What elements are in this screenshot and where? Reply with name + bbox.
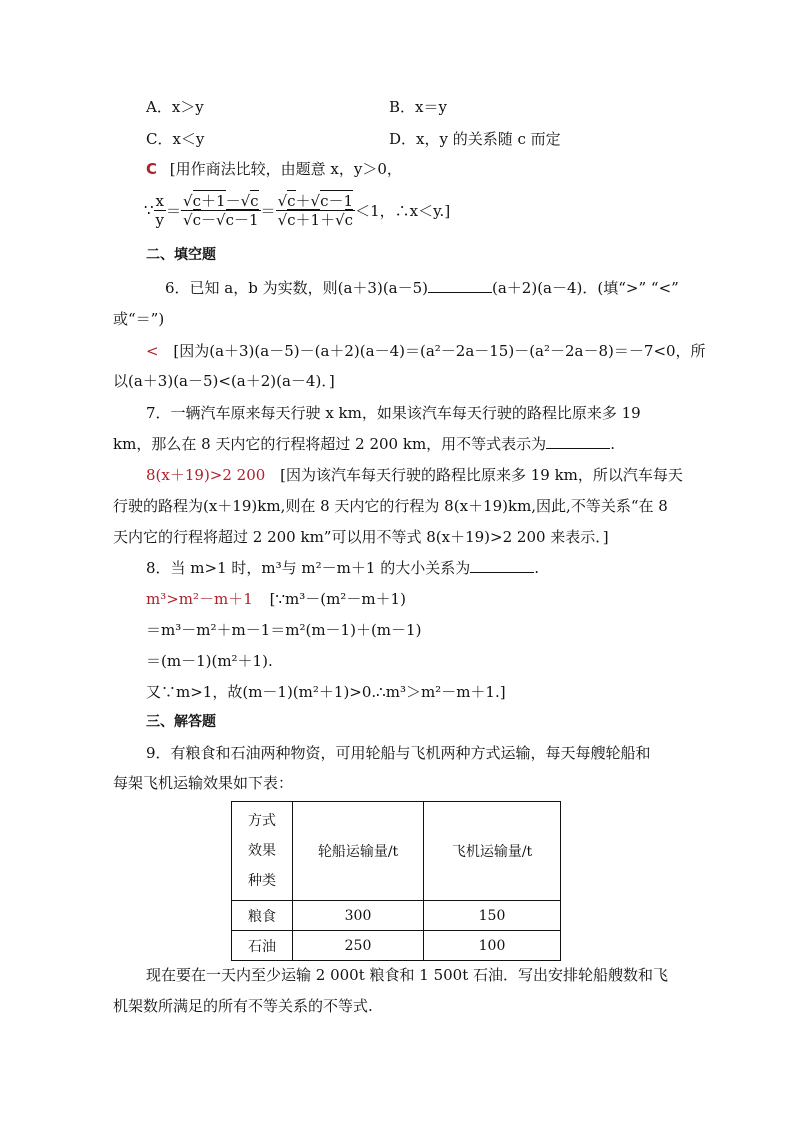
q7-explain-1: [因为该汽车每天行驶的路程比原来多 19 km，所以汽车每天	[280, 466, 683, 484]
sqrt-term: c	[344, 210, 354, 229]
q6-answer-line	[146, 340, 706, 361]
q5-answer-line	[146, 158, 402, 179]
frac-denominator: y	[155, 210, 165, 229]
option-d: D．x，y 的关系随 c 而定	[389, 130, 561, 148]
q9-task-2: 机架数所满足的所有不等关系的不等式.	[113, 997, 373, 1015]
q6-answer-blank	[428, 291, 492, 293]
q6-stem-part2: (a＋2)(a－4)．(填“>” “<”	[492, 279, 679, 297]
q6-stem	[165, 277, 679, 298]
q7-stem-end: .	[610, 435, 615, 453]
q9-stem-2: 每架飞机运输效果如下表：	[113, 774, 294, 792]
operator: －	[225, 191, 241, 210]
q9-task-1: 现在要在一天内至少运输 2 000t 粮食和 1 500t 石油．写出安排轮船艘数和飞	[146, 966, 669, 984]
q6-explain-2: 以(a＋3)(a－5)<(a＋2)(a－4)．]	[113, 372, 335, 390]
q5-conclusion: ＜1，∴x＜y.]	[355, 201, 451, 220]
fraction-1	[181, 192, 261, 229]
transport-table	[231, 801, 561, 961]
q7-explain-3: 天内它的行程将超过 2 200 km”可以用不等式 8(x＋19)>2 200 来表示．]	[113, 528, 609, 546]
q8-explain-2: ＝m³－m²＋m－1＝m²(m－1)＋(m－1)	[146, 621, 422, 639]
q5-answer-intro: [用作商法比较，由题意 x，y＞0，	[169, 160, 402, 178]
table-row	[232, 901, 561, 931]
q9-stem-1: 9．有粮食和石油两种物资，可用轮船与飞机两种方式运输，每天每艘轮船和	[146, 744, 651, 762]
section-3-title: 三、解答题	[146, 714, 216, 730]
q7-stem-2-text: km，那么在 8 天内它的行程将超过 2 200 km，用不等式表示为	[113, 435, 547, 453]
q8-explain-1: [∵m³－(m²－m＋1)	[269, 590, 406, 608]
q6-explain-1: [因为(a＋3)(a－5)－(a＋2)(a－4)＝(a²－2a－15)－(a²－2a－8)＝－7<0，所	[173, 342, 706, 360]
q7-answer: 8(x＋19)>2 200	[146, 466, 266, 484]
equals-sign: ＝	[260, 201, 276, 220]
q7-explain-2: 行驶的路程为(x＋19)km,则在 8 天内它的行程为 8(x＋19)km,因此,不等关系“在 8	[113, 497, 668, 515]
cell-ship: 250	[293, 931, 424, 961]
section-2-title: 二、填空题	[146, 247, 216, 263]
q5-answer-letter: C	[146, 160, 158, 178]
column-header-ship: 轮船运输量/t	[293, 802, 424, 901]
cell-plane: 100	[424, 931, 561, 961]
q6-answer: <	[146, 342, 159, 360]
q7-stem-2	[113, 433, 615, 454]
equals-sign: ＝	[166, 201, 182, 220]
q8-answer-line	[146, 588, 406, 609]
table-header-row	[232, 802, 561, 901]
sqrt-term: c	[192, 210, 202, 229]
frac2-denominator: √c＋1＋√c	[277, 210, 354, 229]
cell-plane: 150	[424, 901, 561, 931]
option-b: B．x＝y	[389, 98, 447, 116]
corner-label-mode: 方式	[248, 813, 276, 829]
sqrt-term: c－1	[320, 191, 354, 210]
fraction-x-over-y	[154, 192, 166, 229]
q6-stem-part1: 6．已知 a，b 为实数，则(a＋3)(a－5)	[165, 279, 429, 297]
q8-explain-4: 又∵m>1，故(m－1)(m²＋1)>0.∴m³＞m²－m＋1.]	[146, 683, 506, 701]
q7-answer-blank	[546, 447, 610, 449]
q8-answer-blank	[470, 571, 534, 573]
q7-stem-1: 7．一辆汽车原来每天行驶 x km，如果该汽车每天行驶的路程比原来多 19	[146, 404, 641, 422]
q8-stem-text: 8．当 m>1 时，m³与 m²－m＋1 的大小关系为	[146, 559, 471, 577]
q5-derivation	[144, 186, 450, 234]
fraction-2	[276, 192, 356, 229]
option-a: A．x＞y	[146, 98, 204, 116]
sqrt-term: c	[250, 191, 259, 210]
row-label: 粮食	[232, 901, 293, 931]
q8-explain-3: ＝(m－1)(m²＋1).	[146, 652, 273, 670]
frac-numerator: x	[154, 192, 166, 211]
operator: ＋	[295, 191, 311, 210]
q8-answer: m³>m²－m＋1	[146, 590, 253, 608]
q8-stem	[146, 557, 539, 578]
corner-label-effect: 效果	[248, 843, 276, 859]
table-row	[232, 931, 561, 961]
operator: －	[201, 210, 217, 229]
sqrt-term: c	[287, 191, 296, 210]
operator: ＋	[320, 210, 336, 229]
q6-stem-line2: 或“＝”)	[113, 310, 165, 328]
cell-ship: 300	[293, 901, 424, 931]
sqrt-term: c－1	[225, 210, 259, 229]
sqrt-term: c＋1	[287, 210, 321, 229]
because-symbol: ∵	[144, 201, 154, 219]
row-label: 石油	[232, 931, 293, 961]
sqrt-term: c＋1	[192, 191, 226, 210]
column-header-plane: 飞机运输量/t	[424, 802, 561, 901]
corner-label-type: 种类	[248, 873, 276, 889]
q8-stem-end: .	[534, 559, 539, 577]
frac1-numerator: √c＋1－√c	[183, 191, 259, 210]
q7-answer-line	[146, 464, 683, 485]
frac2-numerator: √c＋√c－1	[277, 191, 354, 210]
option-c: C．x＜y	[146, 130, 205, 148]
frac1-denominator: √c－√c－1	[183, 210, 259, 229]
table-corner-cell	[232, 802, 293, 901]
